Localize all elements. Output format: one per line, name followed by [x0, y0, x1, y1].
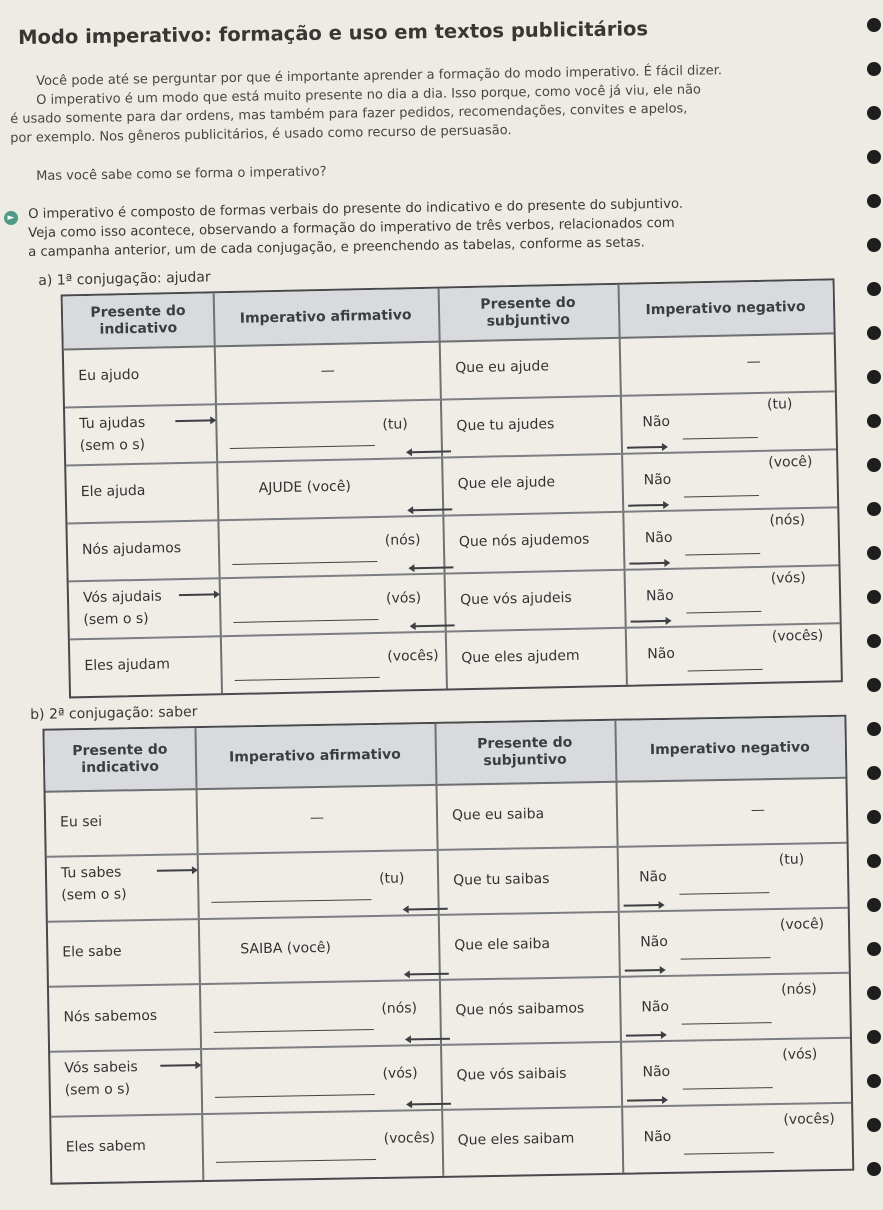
binding-ring-icon [867, 590, 881, 604]
table-b-header [44, 717, 845, 793]
imperativo-negativo-person: (vós) [782, 1045, 818, 1063]
header-presente-indicativo: Presente do indicativo [90, 302, 186, 338]
binding-ring-icon [867, 414, 881, 428]
indicativo-form: Vós ajudais [82, 588, 162, 607]
header-imperativo-negativo: Imperativo negativo [649, 738, 810, 758]
binding-ring-icon [867, 1162, 881, 1176]
row-divider [49, 972, 849, 987]
table-b-grid [42, 715, 854, 1185]
imperativo-afirmativo-person: (vós) [385, 590, 422, 607]
indicativo-form: Eu sei [59, 813, 103, 830]
row-divider [51, 1102, 851, 1117]
binding-ring-icon [867, 326, 881, 340]
page-title: Modo imperativo: formação e uso em textos publicitários [18, 17, 649, 49]
table-a-grid [61, 278, 843, 698]
binding-ring-icon [867, 898, 881, 912]
answer-blank-line[interactable] [686, 599, 761, 614]
header-imperativo-afirmativo: Imperativo afirmativo [239, 306, 412, 327]
negative-nao-label: Não [642, 1063, 671, 1080]
right-arrow-icon [627, 446, 663, 448]
imperativo-afirmativo-person: (nós) [381, 999, 418, 1017]
indicativo-form: Eles sabem [65, 1137, 146, 1155]
imperativo-afirmativo-dash: — [320, 362, 335, 380]
imperativo-negativo-dash: — [750, 801, 766, 818]
answer-blank-line[interactable] [215, 1082, 375, 1098]
answer-blank-line[interactable] [679, 880, 769, 895]
subjuntivo-form: Que eu ajude [455, 358, 550, 377]
indicativo-form: Vós sabeis [64, 1059, 138, 1077]
right-arrow-icon [629, 562, 665, 564]
table-b-title: b) 2ª conjugação: saber [30, 704, 198, 723]
row-divider [47, 842, 847, 857]
arrow-bullet-icon: ► [4, 211, 18, 225]
answer-blank-line[interactable] [684, 483, 759, 498]
indicativo-note: (sem o s) [83, 610, 149, 629]
right-arrow-icon [179, 593, 215, 595]
row-divider [70, 622, 840, 640]
subjuntivo-form: Que vós saibais [456, 1065, 567, 1084]
imperativo-negativo-dash: — [746, 353, 761, 371]
negative-nao-label: Não [645, 587, 674, 605]
header-presente-subjuntivo: Presente do subjuntivo [477, 734, 573, 770]
answer-blank-line[interactable] [216, 1147, 376, 1163]
binding-ring-icon [867, 194, 881, 208]
row-divider [67, 506, 837, 524]
row-divider [50, 1037, 850, 1052]
row-divider [66, 448, 836, 466]
imperativo-negativo-person: (vós) [770, 569, 806, 587]
subjuntivo-form: Que nós saibamos [455, 999, 585, 1019]
imperativo-negativo-person: (tu) [778, 851, 805, 868]
binding-ring-icon [867, 458, 881, 472]
negative-nao-label: Não [638, 868, 667, 885]
indicativo-form: Ele sabe [62, 942, 122, 960]
binding-ring-icon [867, 942, 881, 956]
subjuntivo-form: Que eu saiba [451, 805, 545, 824]
left-arrow-icon [408, 908, 448, 910]
imperativo-afirmativo-person: (tu) [382, 416, 408, 433]
binding-ring-icon [867, 722, 881, 736]
right-arrow-icon [627, 1099, 663, 1101]
table-a-header [63, 280, 834, 350]
imperativo-afirmativo-example: SAIBA (você) [240, 939, 332, 957]
imperativo-afirmativo-person: (nós) [384, 532, 421, 549]
indicativo-form: Ele ajuda [80, 482, 146, 501]
subjuntivo-form: Que tu saibas [453, 870, 550, 889]
intro-line-2: O imperativo é um modo que está muito presente no dia a dia. Isso porque, como você já viu, ele não [36, 82, 702, 108]
indicativo-form: Eles ajudam [84, 656, 171, 675]
rule-line-2: Veja como isso acontece, observando a formação do imperativo de três verbos, relacionados com [28, 215, 675, 241]
answer-blank-line[interactable] [683, 1075, 773, 1090]
imperativo-afirmativo-person: (tu) [378, 869, 405, 887]
binding-ring-icon [867, 106, 881, 120]
negative-nao-label: Não [644, 529, 673, 547]
left-arrow-icon [409, 973, 449, 975]
intro-line-3: é usado somente para dar ordens, mas também para fazer pedidos, recomendações, convites e apelos, [10, 101, 688, 127]
imperativo-negativo-person: (tu) [766, 396, 793, 413]
indicativo-form: Nós ajudamos [81, 540, 182, 559]
negative-nao-label: Não [647, 645, 676, 663]
binding-ring-icon [867, 1118, 881, 1132]
indicativo-form: Tu sabes [60, 864, 122, 882]
answer-blank-line[interactable] [232, 549, 377, 565]
indicativo-form: Tu ajudas [79, 414, 146, 433]
imperativo-afirmativo-dash: — [309, 809, 325, 826]
rule-line-1: O imperativo é composto de formas verbais do presente do indicativo e do presente do subjuntivo. [28, 196, 684, 222]
indicativo-note: (sem o s) [61, 886, 127, 904]
left-arrow-icon [412, 508, 452, 510]
subjuntivo-form: Que ele ajude [457, 474, 556, 493]
left-arrow-icon [415, 624, 455, 626]
subjuntivo-form: Que vós ajudeis [459, 589, 572, 609]
right-arrow-icon [157, 869, 193, 871]
right-arrow-icon [628, 504, 664, 506]
indicativo-note: (sem o s) [79, 436, 146, 455]
subjuntivo-form: Que ele saiba [454, 935, 551, 954]
binding-ring-icon [867, 634, 881, 648]
negative-nao-label: Não [643, 1128, 672, 1145]
imperativo-negativo-person: (você) [779, 915, 825, 933]
right-arrow-icon [624, 904, 660, 906]
right-arrow-icon [160, 1064, 196, 1066]
table-a-title: a) 1ª conjugação: ajudar [38, 269, 211, 289]
right-arrow-icon [626, 1034, 662, 1036]
answer-blank-line[interactable] [233, 607, 378, 623]
right-arrow-icon [631, 620, 667, 622]
binding-ring-icon [867, 810, 881, 824]
table-a [38, 248, 837, 704]
negative-nao-label: Não [641, 998, 670, 1015]
header-presente-indicativo: Presente do indicativo [72, 741, 168, 777]
left-arrow-icon [411, 1103, 451, 1105]
binding-ring-icon [867, 546, 881, 560]
binding-ring-icon [867, 238, 881, 252]
intro-line-1: Você pode até se perguntar por que é importante aprender a formação do modo imperativo. É fácil dizer. [36, 63, 723, 89]
imperativo-negativo-person: (vocês) [771, 627, 824, 645]
header-imperativo-negativo: Imperativo negativo [645, 298, 806, 318]
right-arrow-icon [625, 969, 661, 971]
answer-blank-line[interactable] [234, 665, 379, 681]
negative-nao-label: Não [643, 471, 672, 489]
subjuntivo-form: Que eles saibam [457, 1130, 575, 1149]
imperativo-afirmativo-person: (vós) [382, 1064, 418, 1082]
header-presente-subjuntivo: Presente do subjuntivo [480, 294, 576, 330]
binding-ring-icon [867, 854, 881, 868]
imperativo-negativo-person: (nós) [769, 511, 806, 529]
binding-ring-icon [867, 282, 881, 296]
answer-blank-line[interactable] [687, 657, 762, 672]
subjuntivo-form: Que nós ajudemos [458, 531, 590, 551]
binding-ring-icon [867, 1030, 881, 1044]
binding-ring-icon [867, 986, 881, 1000]
binding-ring-icon [867, 150, 881, 164]
binding-ring-icon [867, 62, 881, 76]
row-divider [48, 907, 848, 922]
binding-ring-icon [867, 678, 881, 692]
binding-ring-icon [867, 502, 881, 516]
left-arrow-icon [413, 566, 453, 568]
answer-blank-line[interactable] [211, 887, 371, 903]
answer-blank-line[interactable] [214, 1017, 374, 1033]
answer-blank-line[interactable] [230, 433, 375, 449]
indicativo-form: Eu ajudo [78, 366, 140, 385]
indicativo-note: (sem o s) [64, 1081, 131, 1099]
binding-ring-icon [867, 766, 881, 780]
answer-blank-line[interactable] [680, 945, 770, 960]
negative-nao-label: Não [640, 933, 669, 950]
imperativo-afirmativo-person: (vocês) [387, 647, 439, 665]
binding-ring-icon [867, 370, 881, 384]
row-divider [65, 390, 835, 408]
right-arrow-icon [175, 419, 211, 421]
imperativo-afirmativo-example: AJUDE (você) [258, 478, 351, 497]
left-arrow-icon [410, 1038, 450, 1040]
answer-blank-line[interactable] [683, 425, 758, 440]
row-divider [69, 564, 839, 582]
rule-line-3: a campanha anterior, um de cada conjugação, e preenchendo as tabelas, conforme as setas. [28, 235, 645, 260]
header-imperativo-afirmativo: Imperativo afirmativo [228, 746, 401, 766]
subjuntivo-form: Que eles ajudem [461, 647, 580, 667]
intro-question: Mas você sabe como se forma o imperativo? [36, 164, 327, 184]
imperativo-negativo-person: (nós) [780, 980, 817, 998]
table-b [30, 689, 848, 1193]
subjuntivo-form: Que tu ajudes [456, 416, 555, 435]
intro-line-4: por exemplo. Nos gêneros publicitários, é usado como recurso de persuasão. [10, 123, 512, 146]
binding-ring-icon [867, 18, 881, 32]
binding-ring-icon [867, 1074, 881, 1088]
negative-nao-label: Não [642, 413, 671, 431]
imperativo-negativo-person: (você) [768, 453, 813, 471]
indicativo-form: Nós sabemos [63, 1007, 158, 1025]
answer-blank-line[interactable] [684, 1140, 774, 1155]
imperativo-afirmativo-person: (vocês) [383, 1129, 436, 1147]
left-arrow-icon [411, 450, 451, 452]
imperativo-negativo-person: (vocês) [783, 1110, 835, 1128]
answer-blank-line[interactable] [681, 1010, 771, 1025]
answer-blank-line[interactable] [685, 541, 760, 556]
